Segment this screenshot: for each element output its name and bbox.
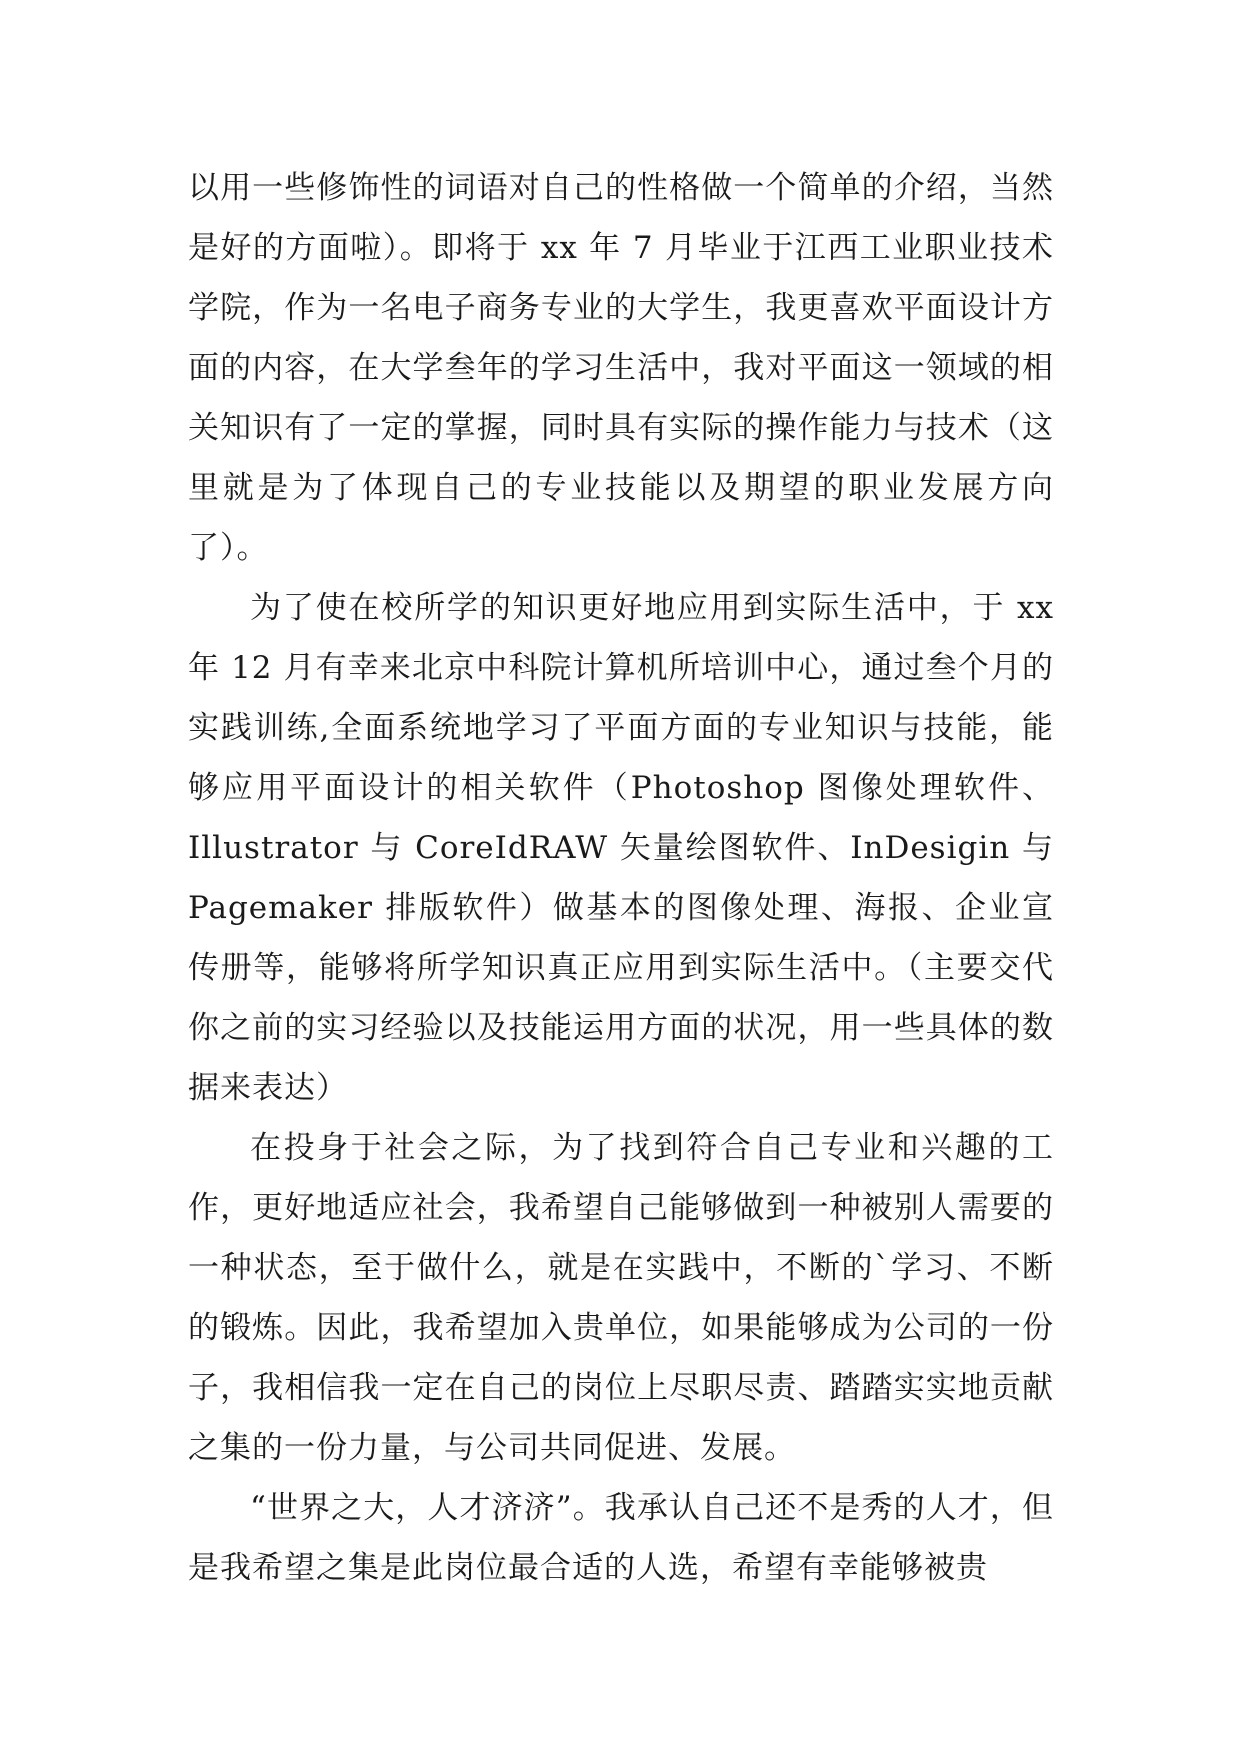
paragraph-self-intro: 以用一些修饰性的词语对自己的性格做一个简单的介绍，当然是好的方面啦）。即将于 xx 年 7 月毕业于江西工业职业技术学院，作为一名电子商务专业的大学生，我更喜欢平面设计方面的内容，在大学叁年的学习生活中，我对平面这一领域的相关知识有了一定的掌握，同时具有实际的操作能力与技术（这里就是为了体现自己的专业技能以及期望的职业发展方向了）。: [188, 170, 1054, 566]
document-body: [188, 158, 1054, 1598]
paragraph-training-experience: 为了使在校所学的知识更好地应用到实际生活中，于 xx 年 12 月有幸来北京中科院计算机所培训中心，通过叁个月的实践训练,全面系统地学习了平面方面的专业知识与技能，能够应用平面设计的相关软件（Photoshop 图像处理软件、Illustrator 与 CoreIdRAW 矢量绘图软件、InDesigin 与 Pagemaker 排版软件）做基本的图像处理、海报、企业宣传册等，能够将所学知识真正应用到实际生活中。（主要交代你之前的实习经验以及技能运用方面的状况，用一些具体的数据来表达）: [188, 590, 1054, 1106]
paragraph-career-goal: 在投身于社会之际，为了找到符合自己专业和兴趣的工作，更好地适应社会，我希望自己能够做到一种被别人需要的一种状态，至于做什么，就是在实践中，不断的`学习、不断的锻炼。因此，我希望加入贵单位，如果能够成为公司的一份子，我相信我一定在自己的岗位上尽职尽责、踏踏实实地贡献之集的一份力量，与公司共同促进、发展。: [188, 1130, 1054, 1466]
paragraph-closing: “世界之大，人才济济”。我承认自己还不是秀的人才，但是我希望之集是此岗位最合适的人选，希望有幸能够被贵: [188, 1490, 1054, 1586]
